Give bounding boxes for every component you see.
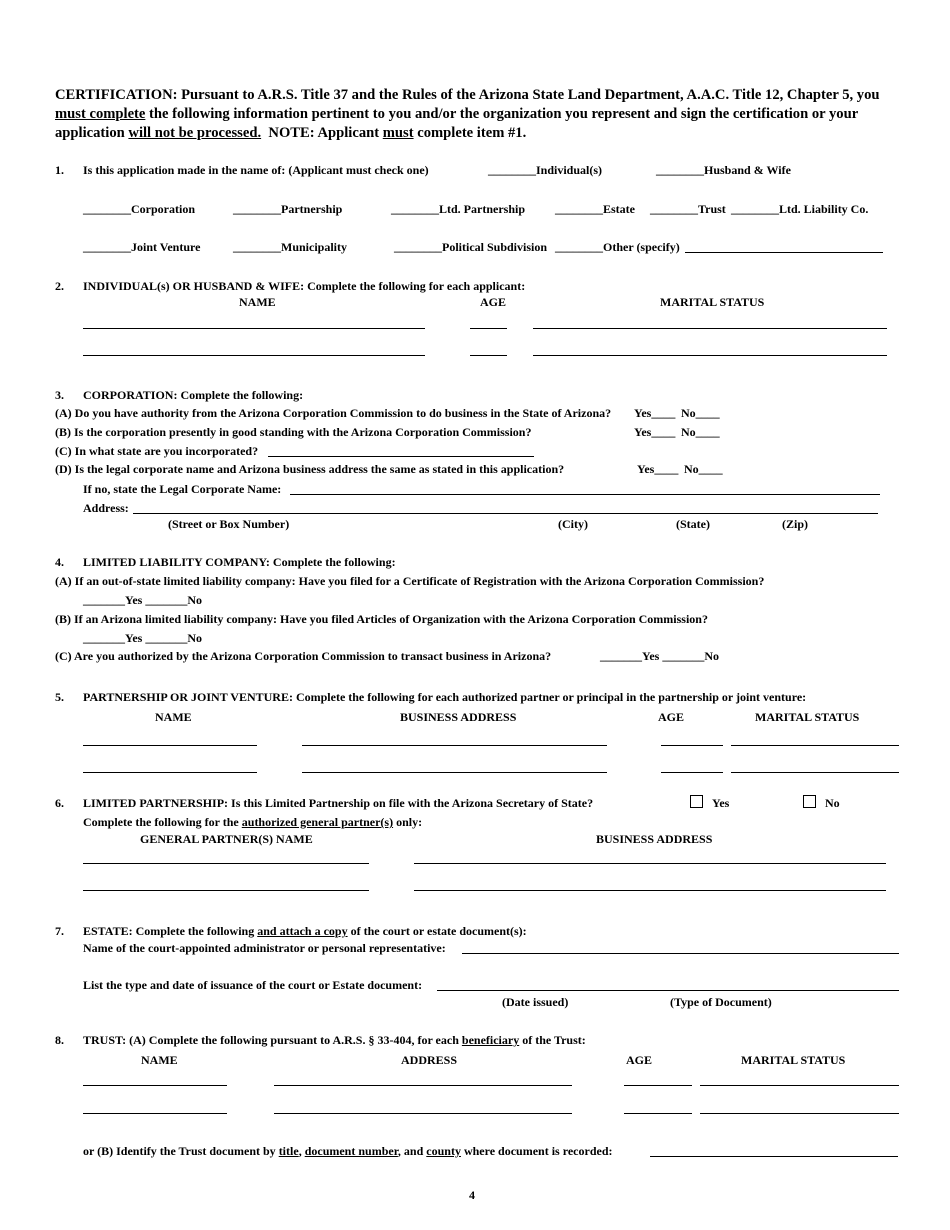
s4-a-yes-no[interactable]: _______Yes _______No xyxy=(83,593,202,607)
other-specify-line[interactable] xyxy=(685,252,883,253)
s3-question-c: (C) In what state are you incorporated? xyxy=(55,444,259,458)
option-joint-venture[interactable]: ________Joint Venture xyxy=(83,240,201,254)
section-3-number: 3. xyxy=(55,388,64,402)
s2-marital-line[interactable] xyxy=(533,355,887,356)
s4-b-yes-no[interactable]: _______Yes _______No xyxy=(83,631,202,645)
s8-name-line[interactable] xyxy=(83,1085,227,1086)
s7-list-line[interactable] xyxy=(437,990,899,991)
s2-col-age: AGE xyxy=(480,295,507,309)
s5-marital-line[interactable] xyxy=(731,772,899,773)
s3-a-no[interactable]: No____ xyxy=(681,406,720,420)
s6-col-address: BUSINESS ADDRESS xyxy=(596,832,713,846)
option-other[interactable]: ________Other (specify) xyxy=(555,240,680,254)
section-6-title: LIMITED PARTNERSHIP: Is this Limited Partnership on file with the Arizona Secretary of State? xyxy=(83,796,594,810)
s3-d-no[interactable]: No____ xyxy=(684,462,723,476)
s4-question-b: (B) If an Arizona limited liability company: Have you filed Articles of Organization with the Arizona Corporation Commission? xyxy=(55,612,708,626)
section-7-title: ESTATE: Complete the following and attach a copy of the court or estate document(s): xyxy=(83,924,527,938)
section-2-number: 2. xyxy=(55,279,64,293)
s5-name-line[interactable] xyxy=(83,772,257,773)
s2-age-line[interactable] xyxy=(470,355,507,356)
certification-paragraph: CERTIFICATION: Pursuant to A.R.S. Title 37 and the Rules of the Arizona State Land Department, A.A.C. Title 12, Chapter 5, you must complete the following information pertinent to you and/or the organization you represent and sign the certification or your application will not be processed. NOTE: Applicant must complete item #1. xyxy=(55,87,880,141)
s6-name-line[interactable] xyxy=(83,890,369,891)
s3-address-line[interactable] xyxy=(133,513,878,514)
s8-name-line[interactable] xyxy=(83,1113,227,1114)
s6-address-line[interactable] xyxy=(414,890,886,891)
s4-question-a: (A) If an out-of-state limited liability company: Have you filed for a Certificate of Registration with the Arizona Corporation Commission? xyxy=(55,574,765,588)
s7-type-caption: (Type of Document) xyxy=(670,995,772,1009)
s3-b-yes[interactable]: Yes____ xyxy=(634,425,676,439)
option-ltd-partnership[interactable]: ________Ltd. Partnership xyxy=(391,202,526,216)
s5-marital-line[interactable] xyxy=(731,745,899,746)
s6-col-name: GENERAL PARTNER(S) NAME xyxy=(140,832,313,846)
s6-no-checkbox[interactable] xyxy=(803,795,816,808)
page-number: 4 xyxy=(469,1188,475,1202)
s8-b-instruction: or (B) Identify the Trust document by title, document number, and county where document is recorded: xyxy=(83,1144,613,1158)
s5-col-address: BUSINESS ADDRESS xyxy=(400,710,517,724)
s8-marital-line[interactable] xyxy=(700,1085,899,1086)
section-2-title: INDIVIDUAL(s) OR HUSBAND & WIFE: Complete the following for each applicant: xyxy=(83,279,526,293)
s5-col-name: NAME xyxy=(155,710,192,724)
s5-age-line[interactable] xyxy=(661,745,723,746)
option-husband-wife[interactable]: ________Husband & Wife xyxy=(656,163,791,177)
s6-no-option[interactable]: No xyxy=(803,795,840,811)
s3-question-d: (D) Is the legal corporate name and Arizona business address the same as stated in this application? xyxy=(55,462,565,476)
s4-question-c: (C) Are you authorized by the Arizona Corporation Commission to transact business in Arizona? xyxy=(55,649,552,663)
s6-address-line[interactable] xyxy=(414,863,886,864)
s8-age-line[interactable] xyxy=(624,1085,692,1086)
s8-trust-document-line[interactable] xyxy=(650,1156,898,1157)
s3-street-caption: (Street or Box Number) xyxy=(168,517,290,531)
section-8-title: TRUST: (A) Complete the following pursuant to A.R.S. § 33-404, for each beneficiary of the Trust: xyxy=(83,1033,586,1047)
s2-col-name: NAME xyxy=(239,295,276,309)
s6-yes-checkbox[interactable] xyxy=(690,795,703,808)
s7-admin-label: Name of the court-appointed administrator or personal representative: xyxy=(83,941,446,955)
s7-admin-line[interactable] xyxy=(462,953,899,954)
option-estate[interactable]: ________Estate xyxy=(555,202,635,216)
s4-c-yes-no[interactable]: _______Yes _______No xyxy=(600,649,719,663)
s2-name-line[interactable] xyxy=(83,355,425,356)
option-trust[interactable]: ________Trust xyxy=(650,202,726,216)
s6-yes-option[interactable]: Yes xyxy=(690,795,729,811)
s3-legal-name-line[interactable] xyxy=(290,494,880,495)
option-political-subdivision[interactable]: ________Political Subdivision xyxy=(394,240,548,254)
option-municipality[interactable]: ________Municipality xyxy=(233,240,348,254)
option-partnership[interactable]: ________Partnership xyxy=(233,202,343,216)
s8-col-name: NAME xyxy=(141,1053,178,1067)
section-5-number: 5. xyxy=(55,690,64,704)
section-1-number: 1. xyxy=(55,163,64,177)
s3-state-line[interactable] xyxy=(268,456,534,457)
s3-question-a: (A) Do you have authority from the Arizona Corporation Commission to do business in the State of Arizona? xyxy=(55,406,612,420)
s5-name-line[interactable] xyxy=(83,745,257,746)
option-llc[interactable]: ________Ltd. Liability Co. xyxy=(731,202,869,216)
s2-marital-line[interactable] xyxy=(533,328,887,329)
s7-list-label: List the type and date of issuance of the court or Estate document: xyxy=(83,978,423,992)
s8-marital-line[interactable] xyxy=(700,1113,899,1114)
s3-city-caption: (City) xyxy=(558,517,588,531)
section-7-number: 7. xyxy=(55,924,64,938)
section-4-number: 4. xyxy=(55,555,64,569)
s3-d-yes[interactable]: Yes____ xyxy=(637,462,679,476)
section-4-title: LIMITED LIABILITY COMPANY: Complete the following: xyxy=(83,555,396,569)
option-individual[interactable]: ________Individual(s) xyxy=(488,163,603,177)
s8-age-line[interactable] xyxy=(624,1113,692,1114)
s3-state-caption: (State) xyxy=(676,517,710,531)
section-1-question: Is this application made in the name of: (Applicant must check one) xyxy=(83,163,429,177)
s8-col-age: AGE xyxy=(626,1053,653,1067)
option-corporation[interactable]: ________Corporation xyxy=(83,202,195,216)
s3-question-b: (B) Is the corporation presently in good standing with the Arizona Corporation Commission? xyxy=(55,425,532,439)
section-6-number: 6. xyxy=(55,796,64,810)
s5-col-marital: MARITAL STATUS xyxy=(755,710,860,724)
section-3-title: CORPORATION: Complete the following: xyxy=(83,388,304,402)
s6-complete-instruction: Complete the following for the authorized general partner(s) only: xyxy=(83,815,423,829)
s5-address-line[interactable] xyxy=(302,745,607,746)
s2-name-line[interactable] xyxy=(83,328,425,329)
s3-legal-name-label: If no, state the Legal Corporate Name: xyxy=(83,482,282,496)
s5-age-line[interactable] xyxy=(661,772,723,773)
s2-col-marital: MARITAL STATUS xyxy=(660,295,765,309)
s8-col-address: ADDRESS xyxy=(401,1053,458,1067)
s2-age-line[interactable] xyxy=(470,328,507,329)
s8-address-line[interactable] xyxy=(274,1113,572,1114)
s5-address-line[interactable] xyxy=(302,772,607,773)
s8-col-marital: MARITAL STATUS xyxy=(741,1053,846,1067)
s3-zip-caption: (Zip) xyxy=(782,517,809,531)
s3-address-label: Address: xyxy=(83,501,129,515)
section-5-title: PARTNERSHIP OR JOINT VENTURE: Complete the following for each authorized partner or principal in the partnership or joint venture: xyxy=(83,690,807,704)
s6-name-line[interactable] xyxy=(83,863,369,864)
s3-a-yes[interactable]: Yes____ xyxy=(634,406,676,420)
section-8-number: 8. xyxy=(55,1033,64,1047)
s8-address-line[interactable] xyxy=(274,1085,572,1086)
s3-b-no[interactable]: No____ xyxy=(681,425,720,439)
s7-date-caption: (Date issued) xyxy=(502,995,569,1009)
s5-col-age: AGE xyxy=(658,710,685,724)
